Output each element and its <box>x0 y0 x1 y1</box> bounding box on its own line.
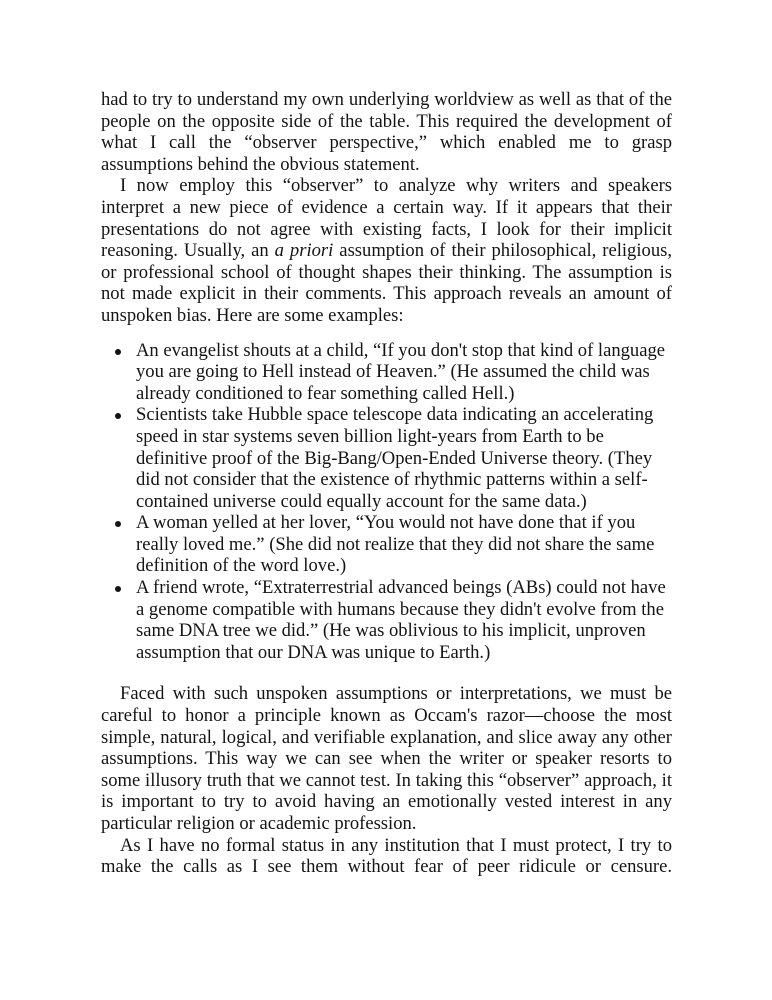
paragraph-occam: Faced with such unspoken assumptions or interpretations, we must be careful to honor a principle known as Occam's razor—choose the most simple, natural, logical, and verifiable explanation, and slice away any other assumptions. This way we can see when the writer or speaker resorts to some illusory truth that we cannot test. In taking this “observer” approach, it is important to try to avoid having an emotionally vested interest in any particular religion or academic profession. <box>101 683 672 834</box>
paragraph-worldview: had to try to understand my own underlying worldview as well as that of the people on the opposite side of the table. This required the development of what I call the “observer perspective,” which enabled me to grasp assumptions behind the obvious statement. <box>101 89 672 175</box>
bullet-icon <box>115 586 121 592</box>
a-priori-italic: a priori <box>274 240 334 262</box>
bullet-icon <box>115 413 121 419</box>
paragraph-observer <box>101 175 672 326</box>
list-item <box>101 404 672 512</box>
list-item-text: A woman yelled at her lover, “You would not have done that if you really loved me.” (She did not realize that they did not share the same definition of the word love.) <box>136 512 655 577</box>
bullet-icon <box>115 521 121 527</box>
list-item-text: Scientists take Hubble space telescope data indicating an accelerating speed in star systems seven billion light-years from Earth to be definitive proof of the Big-Bang/Open-Ended Universe theory. (They did not consider that the existence of rhythmic patterns within a self-contained universe could equally account for the same data.) <box>136 404 654 512</box>
list-item-text: A friend wrote, “Extraterrestrial advanced beings (ABs) could not have a genome compatible with humans because they didn't evolve from the same DNA tree we did.” (He was oblivious to his implicit, unproven assumption that our DNA was unique to Earth.) <box>136 577 666 663</box>
list-item-text: An evangelist shouts at a child, “If you don't stop that kind of language you are going to Hell instead of Heaven.” (He assumed the child was already conditioned to fear something called Hell.) <box>136 339 666 404</box>
paragraph-status: As I have no formal status in any institution that I must protect, I try to make the calls as I see them without fear of peer ridicule or censure. <box>101 834 672 878</box>
bullet-icon <box>115 349 121 355</box>
page-body <box>101 89 672 878</box>
examples-list <box>101 340 672 664</box>
list-item <box>101 512 672 577</box>
list-item <box>101 340 672 405</box>
paragraph-observer-text-1: I now employ this “observer” to analyze why writers and speakers interpret a new piece of evidence a certain way. If it appears that their presentations do not agree with existing facts, I look for their implicit reasoning. Usually, an <box>101 175 672 262</box>
list-item <box>101 577 672 663</box>
paragraph-observer-text-2: assumption of their philosophical, religious, or professional school of thought shapes their thinking. The assumption is not made explicit in their comments. This approach reveals an amount of unspoken bias. Here are some examples: <box>101 240 672 326</box>
